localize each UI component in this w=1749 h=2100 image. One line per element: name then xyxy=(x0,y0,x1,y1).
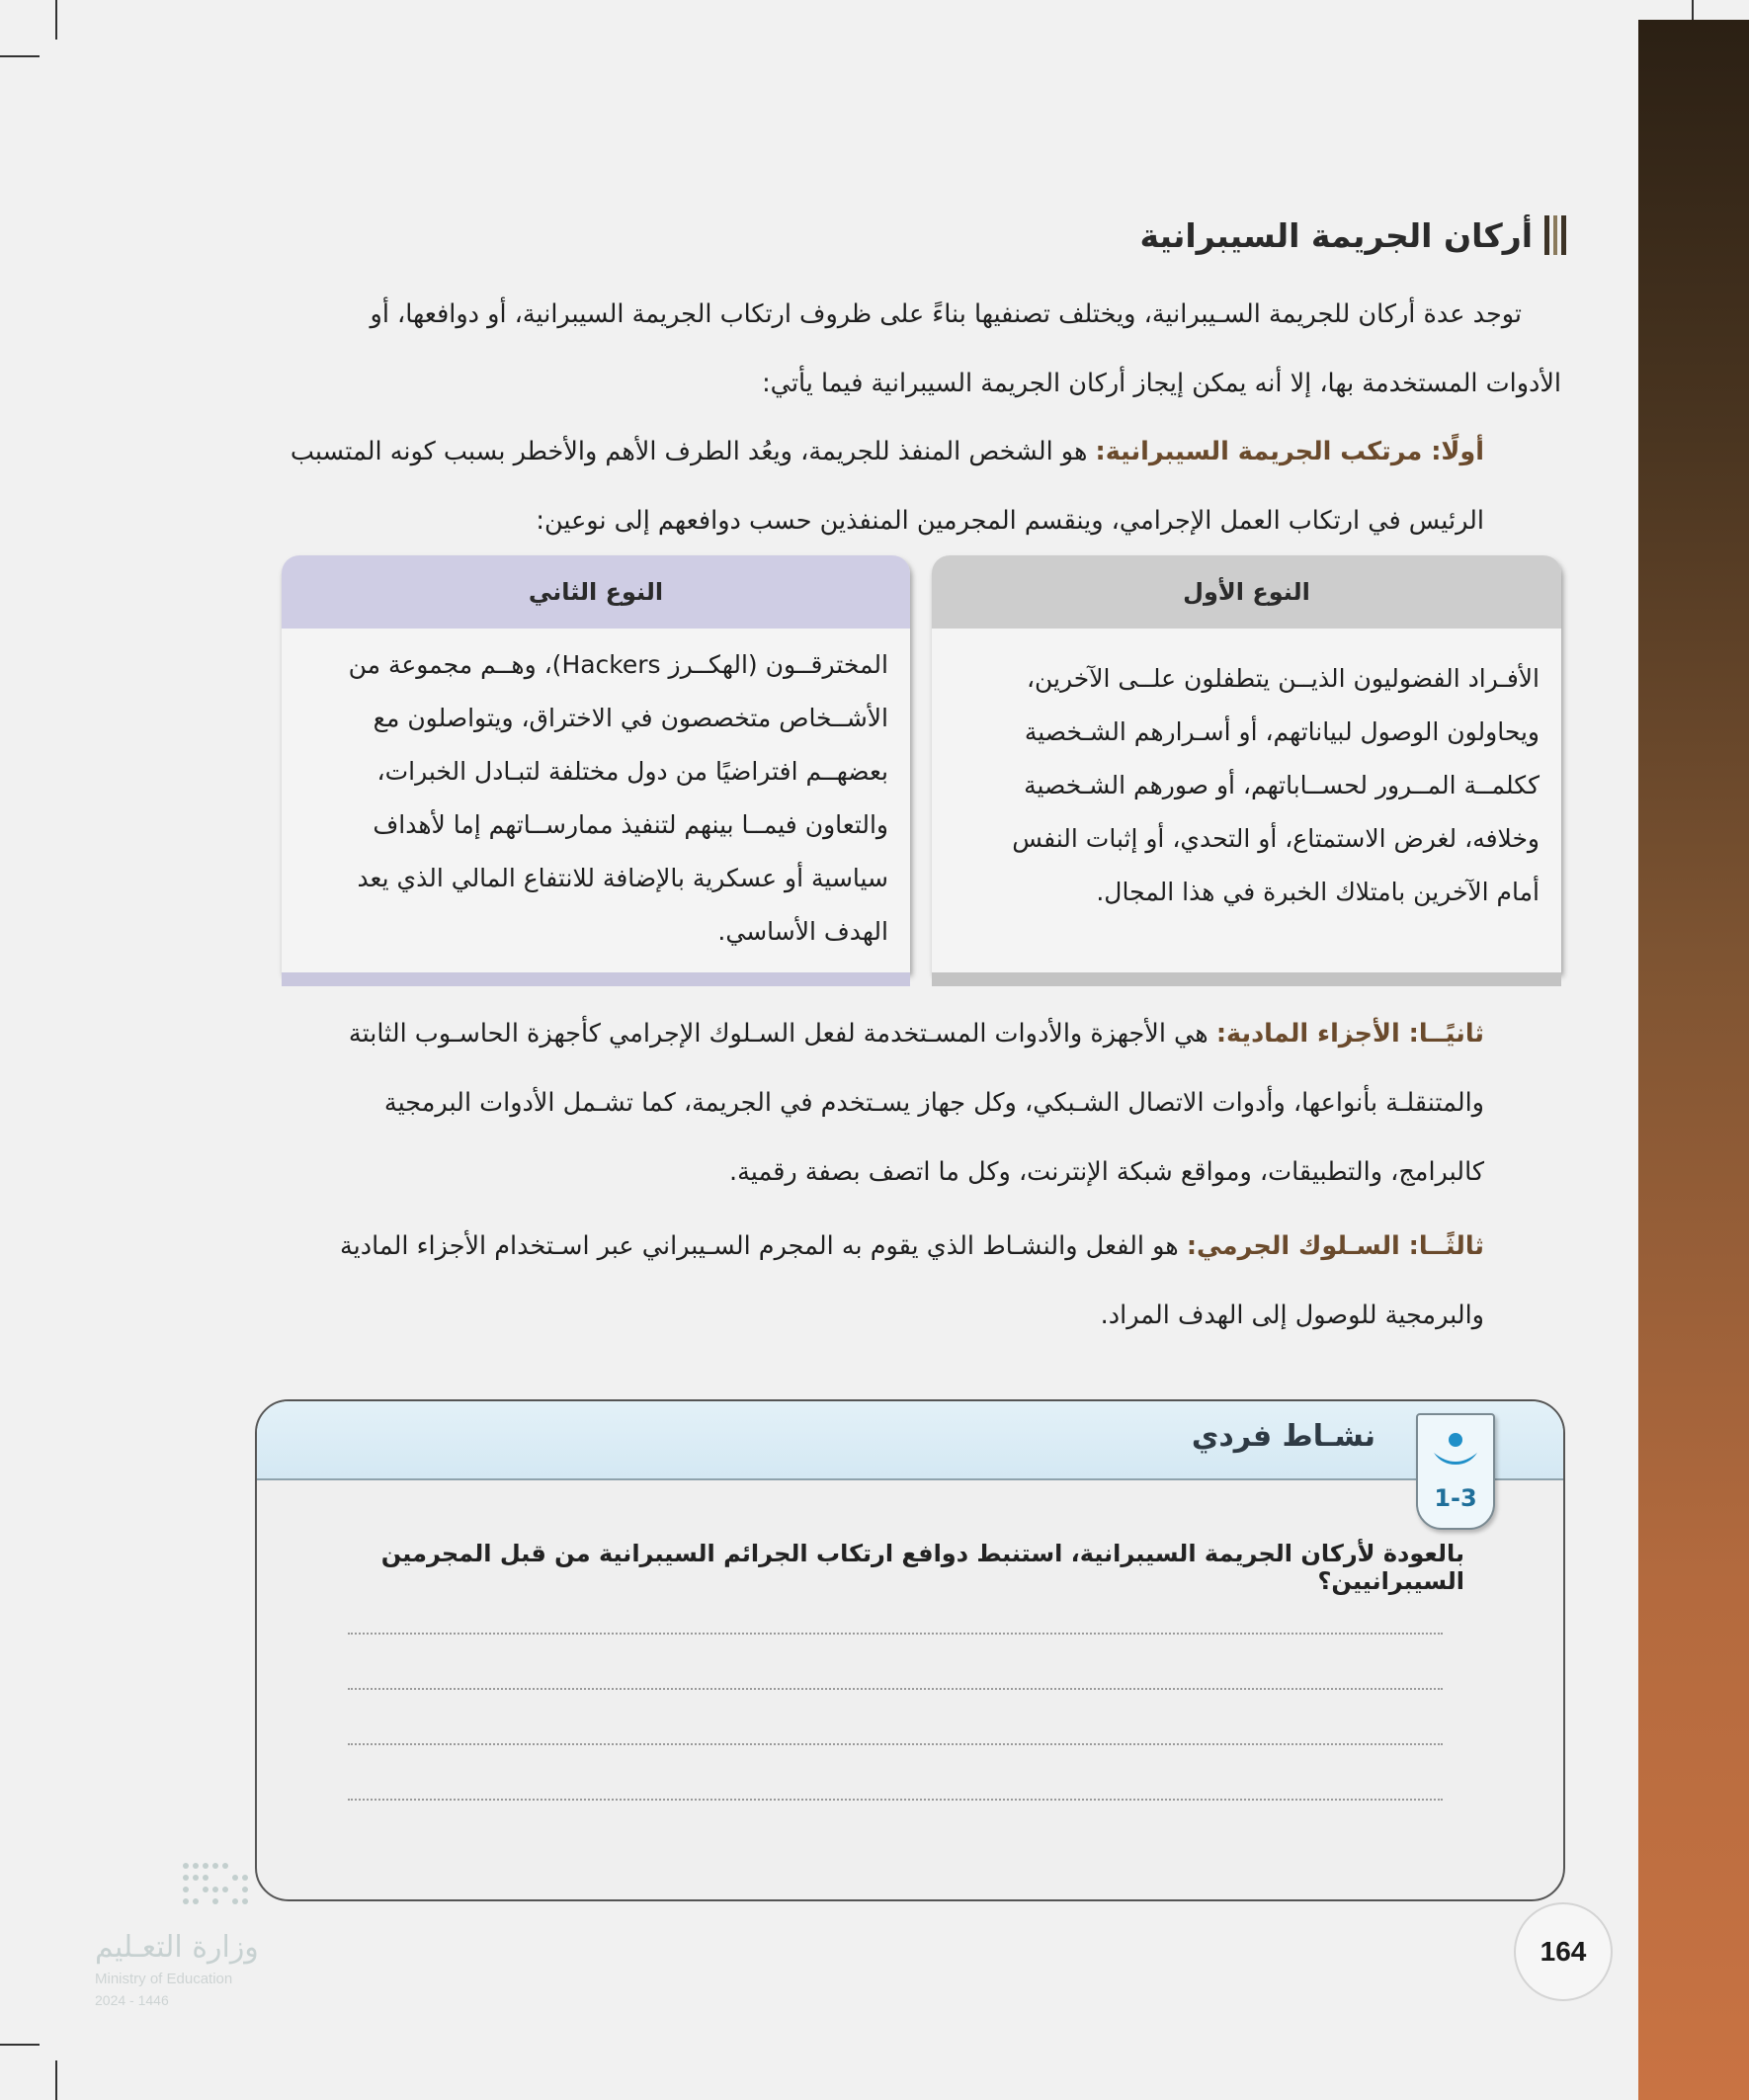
activity-question: بالعودة لأركان الجريمة السيبرانية، استنبط دوافع ارتكاب الجرائم السيبرانية من قبل المجرمين السيبرانيين؟ xyxy=(380,1540,1464,1595)
type-one-line: وخلافه، لغرض الاستمتاع، أو التحدي، أو إثبات النفس xyxy=(1012,824,1540,853)
ministry-name-en: Ministry of Education xyxy=(95,1971,233,1987)
crop-mark xyxy=(0,55,40,57)
intro-line: الأدوات المستخدمة بها، إلا أنه يمكن إيجاز أركان الجريمة السيبرانية فيما يأتي: xyxy=(762,369,1561,398)
card-footer-bar xyxy=(932,972,1561,986)
type-two-line: والتعاون فيمــا بينهم لتنفيذ ممارســاتهم إما لأهداف xyxy=(373,810,888,839)
answer-line[interactable] xyxy=(348,1743,1443,1745)
second-pillar-line xyxy=(259,999,1484,1068)
ministry-year: 2024 - 1446 xyxy=(95,1992,169,2008)
type-two-line: الأشــخاص متخصصون في الاختراق، ويتواصلون مع xyxy=(373,704,888,732)
type-two-line: المخترقــون (الهكــرز Hackers)، وهــم مجموعة من xyxy=(348,650,888,679)
second-pillar-paragraph xyxy=(259,999,1484,1207)
type-one-card xyxy=(932,555,1561,972)
second-pillar-text: هي الأجهزة والأدوات المسـتخدمة لفعل السـلوك الإجرامي كأجهزة الحاسـوب الثابتة xyxy=(348,1019,1208,1049)
heading-marker-icon xyxy=(1544,215,1566,255)
second-pillar-line: كالبرامج، والتطبيقات، ومواقع شبكة الإنترنت، وكل ما اتصف بصفة رقمية. xyxy=(729,1157,1484,1187)
type-one-body xyxy=(932,629,1561,919)
page-title: أركان الجريمة السيبرانية xyxy=(1139,215,1533,255)
card-footer-bar xyxy=(282,972,910,986)
activity-badge xyxy=(1416,1413,1495,1530)
type-two-line: بعضهــم افتراضيًا من دول مختلفة لتبـادل الخبرات، xyxy=(376,757,888,786)
first-pillar-paragraph xyxy=(269,417,1484,555)
type-one-line: ككلمــة المــرور لحســاباتهم، أو صورهم الشـخصية xyxy=(1024,771,1540,799)
section-heading xyxy=(1139,210,1566,261)
type-two-line: سياسية أو عسكرية بالإضافة للانتفاع المالي الذي يعد xyxy=(357,864,888,892)
activity-number: 1-3 xyxy=(1434,1484,1477,1512)
first-pillar-text: هو الشخص المنفذ للجريمة، ويعُد الطرف الأهم والأخطر بسبب كونه المتسبب xyxy=(290,437,1088,466)
first-pillar-line xyxy=(269,417,1484,486)
crop-mark xyxy=(55,0,57,40)
type-one-title: النوع الأول xyxy=(932,555,1561,629)
activity-header xyxy=(257,1401,1563,1480)
third-pillar-label: ثالثًــا: السـلوك الجرمي: xyxy=(1186,1231,1484,1261)
activity-title: نشـاط فردي xyxy=(1191,1419,1375,1454)
type-one-line: ويحاولون الوصول لبياناتهم، أو أسـرارهم الشـخصية xyxy=(1024,717,1540,746)
type-two-line: الهدف الأساسي. xyxy=(717,917,888,946)
third-pillar-line: والبرمجية للوصول إلى الهدف المراد. xyxy=(1100,1301,1484,1330)
intro-paragraph xyxy=(237,280,1561,418)
ministry-logo xyxy=(95,1858,263,2006)
individual-activity-box xyxy=(255,1399,1565,1901)
third-pillar-text: هو الفعل والنشـاط الذي يقوم به المجرم السـيبراني عبر اسـتخدام الأجزاء المادية xyxy=(339,1231,1179,1261)
type-two-card xyxy=(282,555,910,972)
ministry-name-ar: وزارة التعـليم xyxy=(95,1930,259,1965)
type-one-line: الأفـراد الفضوليون الذيــن يتطفلون علــى الآخرين، xyxy=(1026,664,1540,693)
first-pillar-line: الرئيس في ارتكاب العمل الإجرامي، وينقسم المجرمين المنفذين حسب دوافعهم إلى نوعين: xyxy=(536,506,1484,536)
person-icon xyxy=(1430,1431,1481,1470)
page-number: 164 xyxy=(1514,1902,1613,2001)
third-pillar-paragraph xyxy=(259,1212,1484,1350)
answer-line[interactable] xyxy=(348,1799,1443,1801)
intro-line: توجد عدة أركان للجريمة السـيبرانية، ويختلف تصنفيها بناءً على ظروف ارتكاب الجريمة السيبرانية، أو دوافعها، أو xyxy=(370,299,1522,329)
ministry-dots-icon xyxy=(95,1858,263,1917)
type-two-title: النوع الثاني xyxy=(282,555,910,629)
third-pillar-line xyxy=(259,1212,1484,1281)
crop-mark xyxy=(55,2060,57,2100)
side-color-band xyxy=(1638,20,1749,2100)
first-pillar-label: أولًا: مرتكب الجريمة السيبرانية: xyxy=(1095,437,1484,466)
second-pillar-line: والمتنقلـة بأنواعها، وأدوات الاتصال الشـبكي، وكل جهاز يسـتخدم في الجريمة، كما تشـمل الأدوات البرمجية xyxy=(383,1088,1484,1118)
second-pillar-label: ثانيًــا: الأجزاء المادية: xyxy=(1215,1019,1484,1049)
type-one-line: أمام الآخرين بامتلاك الخبرة في هذا المجال. xyxy=(1096,878,1540,906)
answer-line[interactable] xyxy=(348,1633,1443,1635)
crop-mark xyxy=(0,2044,40,2046)
answer-line[interactable] xyxy=(348,1688,1443,1690)
type-two-body xyxy=(282,629,910,959)
